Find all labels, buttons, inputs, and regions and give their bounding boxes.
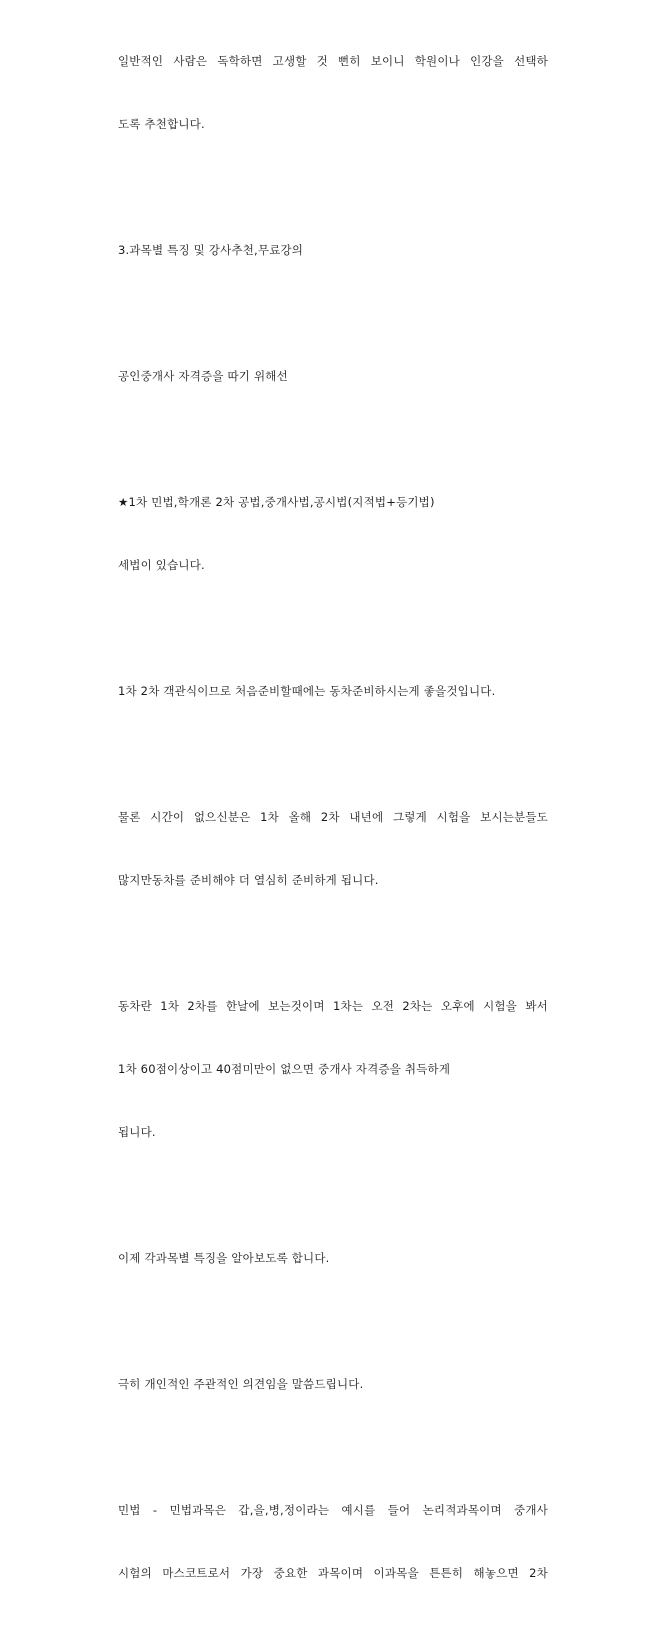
section-heading (118, 198, 548, 303)
time-advice-paragraph (118, 765, 548, 933)
text-line: 1차 2차 객관식이므로 처음준비할때에는 동차준비하시는게 좋을것입니다. (118, 684, 496, 698)
text-line: 극히 개인적인 주관적인 의견임을 말씀드립니다. (118, 1377, 364, 1391)
subject-features-intro (118, 1206, 548, 1311)
civil-law-paragraph (118, 1458, 548, 1626)
exam-format-paragraph (118, 639, 548, 744)
text-line: 3.과목별 특징 및 강사추천,무료강의 (118, 243, 304, 257)
opinion-disclaimer (118, 1332, 548, 1437)
subjects-list-paragraph (118, 450, 548, 618)
text-line: 일반적인 사람은 독학하면 고생할 것 뻔히 보이니 학원이나 인강을 선택하 (118, 54, 548, 68)
text-line: ★1차 민법,학개론 2차 공법,중개사법,공시법(지적법+등기법) (118, 495, 435, 509)
text-line: 이제 각과목별 특징을 알아보도록 합니다. (118, 1251, 330, 1265)
text-line: 시험의 마스코트로서 가장 중요한 과목이며 이과목을 튼튼히 해놓으면 2차 (118, 1566, 548, 1580)
text-line: 됩니다. (118, 1125, 156, 1139)
same-day-exam-paragraph (118, 954, 548, 1185)
text-line: 많지만동차를 준비해야 더 열심히 준비하게 됩니다. (118, 873, 379, 887)
intro-recommendation-paragraph (118, 9, 548, 177)
text-line: 1차 60점이상이고 40점미만이 없으면 중개사 자격증을 취득하게 (118, 1062, 451, 1076)
text-line: 동차란 1차 2차를 한날에 보는것이며 1차는 오전 2차는 오후에 시험을 봐서 (118, 999, 548, 1013)
document-body (118, 9, 548, 1647)
text-line: 공인중개사 자격증을 따기 위해선 (118, 369, 288, 383)
certificate-intro-paragraph (118, 324, 548, 429)
text-line: 세법이 있습니다. (118, 558, 205, 572)
text-line: 민법 - 민법과목은 갑,을,병,정이라는 예시를 들어 논리적과목이며 중개사 (118, 1503, 548, 1517)
text-line: 도록 추천합니다. (118, 117, 205, 131)
text-line: 물론 시간이 없으신분은 1차 올해 2차 내년에 그렇게 시험을 보시는분들도 (118, 810, 548, 824)
